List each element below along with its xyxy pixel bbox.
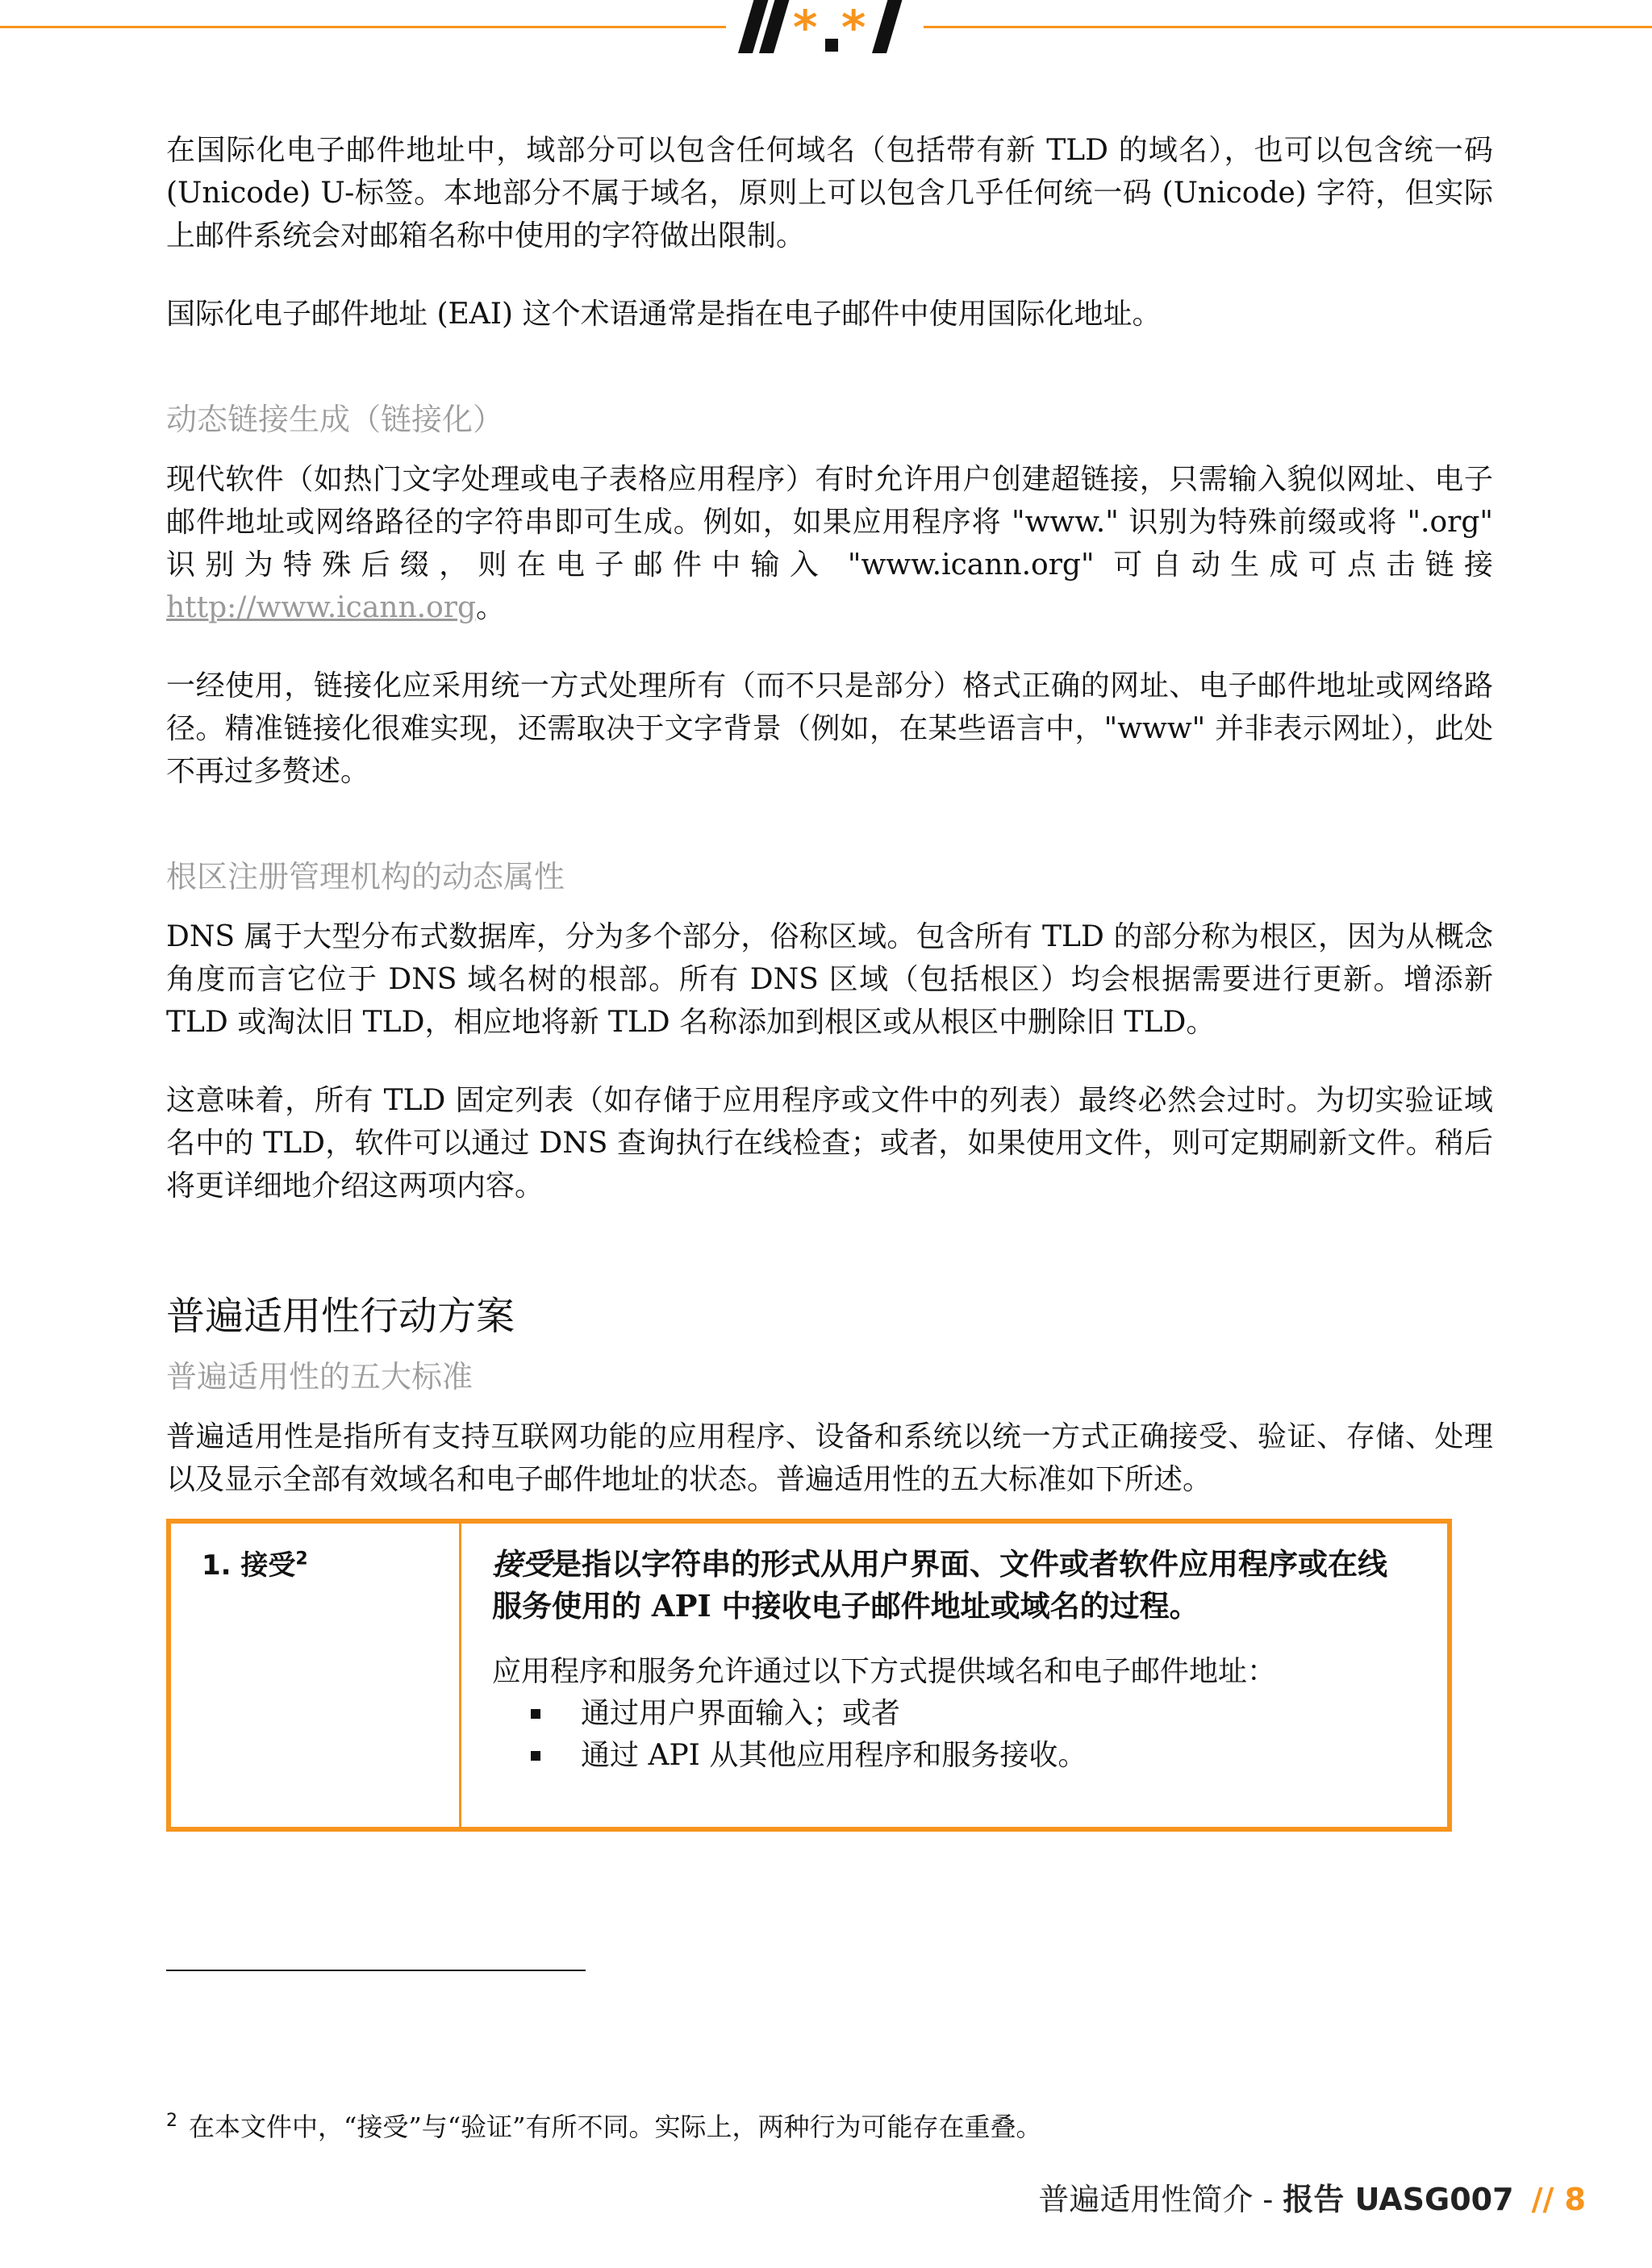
svg-text:*: *	[841, 0, 866, 55]
paragraph-eai-term: 国际化电子邮件地址 (EAI) 这个术语通常是指在电子邮件中使用国际化地址。	[166, 298, 1162, 331]
footer-title: 普遍适用性简介 -	[1038, 2182, 1283, 2217]
heading-linkification: 动态链接生成（链接化）	[166, 402, 504, 437]
page-footer	[1038, 2174, 1586, 2219]
list-item	[531, 1735, 1415, 1777]
criteria-definition-text: 是指以字符串的形式从用户界面、文件或者软件应用程序或在线服务使用的 API 中接收电子邮件地址或域名的过程。	[492, 1546, 1387, 1624]
criteria-term: 接受	[492, 1546, 552, 1582]
header-rule-right	[924, 26, 1652, 28]
list-item-text: 通过 API 从其他应用程序和服务接收。	[581, 1739, 1087, 1772]
paragraph-linkification-2: 一经使用，链接化应采用统一方式处理所有（而不只是部分）格式正确的网址、电子邮件地址或网络路径。精准链接化很难实现，还需取决于文字背景（例如，在某些语言中，"www" 并非表示网址），此处不再过多赘述。	[166, 669, 1493, 788]
footnote	[166, 2107, 1041, 2144]
linkification-text-end: 。	[476, 591, 506, 624]
criteria-box-acceptance	[166, 1519, 1452, 1832]
bullet-icon	[531, 1751, 540, 1761]
bullet-icon	[531, 1709, 540, 1719]
list-item-text: 通过用户界面输入；或者	[581, 1697, 901, 1730]
criteria-label	[171, 1524, 461, 1827]
icann-link[interactable]: http://www.icann.org	[166, 591, 477, 624]
criteria-intro: 应用程序和服务允许通过以下方式提供域名和电子邮件地址：	[492, 1655, 1277, 1688]
uasg-logo	[730, 0, 924, 60]
criteria-list	[492, 1693, 1415, 1777]
footnote-ref: 2	[295, 1549, 308, 1570]
footer-report-id: 报告 UASG007	[1283, 2182, 1514, 2217]
heading-root-zone: 根区注册管理机构的动态属性	[166, 859, 565, 894]
criteria-label-text: 1. 接受	[202, 1549, 296, 1582]
footnote-number: 2	[166, 2111, 177, 2132]
header-rule-left	[0, 26, 726, 28]
paragraph-ua-definition: 普遍适用性是指所有支持互联网功能的应用程序、设备和系统以统一方式正确接受、验证、存储、处理以及显示全部有效域名和电子邮件地址的状态。普遍适用性的五大标准如下所述。	[166, 1420, 1493, 1496]
page-number: // 8	[1531, 2182, 1586, 2217]
list-item	[531, 1693, 1415, 1735]
linkification-text: 现代软件（如热门文字处理或电子表格应用程序）有时允许用户创建超链接，只需输入貌似网址、电子邮件地址或网络路径的字符串即可生成。例如，如果应用程序将 "www." 识别为特殊前缀或将 ".org" 识别为特殊后缀，则在电子邮件中输入 "www.icann.org" 可自动生成可点击链接	[166, 463, 1493, 582]
page-header	[0, 0, 1652, 56]
paragraph-root-zone-1: DNS 属于大型分布式数据库，分为多个部分，俗称区域。包含所有 TLD 的部分称为根区，因为从概念角度而言它位于 DNS 域名树的根部。所有 DNS 区域（包括根区）均会根据需要进行更新。增添新 TLD 或淘汰旧 TLD，相应地将新 TLD 名称添加到根区或从根区中删除旧 TLD。	[166, 920, 1493, 1039]
criteria-content	[461, 1524, 1447, 1827]
paragraph-linkification-1	[166, 458, 1493, 629]
heading-five-criteria: 普遍适用性的五大标准	[166, 1359, 473, 1395]
heading-action-plan: 普遍适用性行动方案	[166, 1294, 515, 1339]
footnote-separator	[166, 1970, 586, 1971]
page-content	[166, 129, 1493, 1832]
criteria-definition	[492, 1543, 1415, 1627]
svg-text:*: *	[793, 0, 818, 55]
paragraph-eai-domain: 在国际化电子邮件地址中，域部分可以包含任何域名（包括带有新 TLD 的域名），也可以包含统一码 (Unicode) U-标签。本地部分不属于域名，原则上可以包含几乎任何统一码 (Unicode) 字符，但实际上邮件系统会对邮箱名称中使用的字符做出限制。	[166, 134, 1493, 252]
footnote-text: 在本文件中，“接受”与“验证”有所不同。实际上，两种行为可能存在重叠。	[189, 2112, 1042, 2142]
paragraph-root-zone-2: 这意味着，所有 TLD 固定列表（如存储于应用程序或文件中的列表）最终必然会过时。为切实验证域名中的 TLD，软件可以通过 DNS 查询执行在线检查；或者，如果使用文件，则可定期刷新文件。稍后将更详细地介绍这两项内容。	[166, 1084, 1493, 1203]
